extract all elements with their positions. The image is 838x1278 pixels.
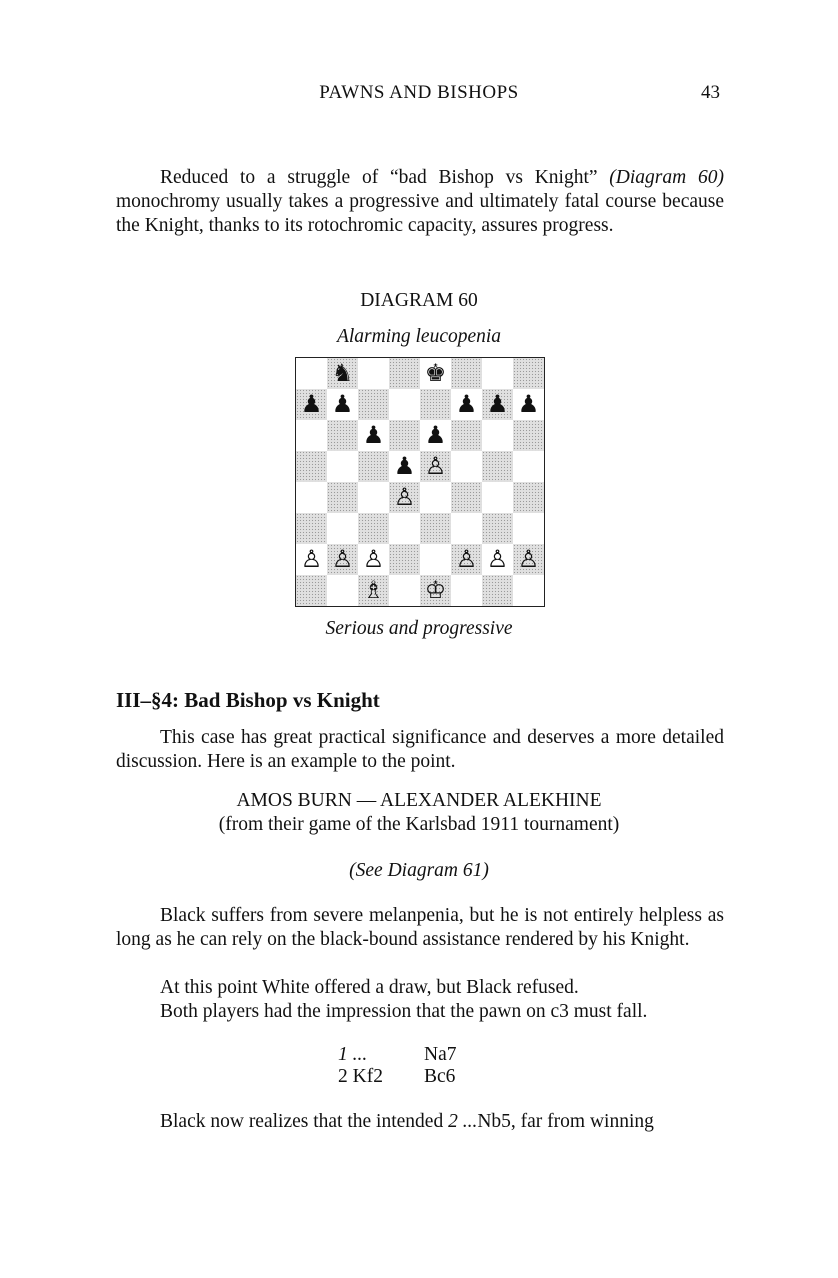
section-paragraph-1-text: This case has great practical significance and deserves a more detailed discussion. Here is an example to the point. [116, 727, 724, 772]
square-h1 [513, 575, 544, 606]
square-a3 [296, 513, 327, 544]
running-head-title: PAWNS AND BISHOPS [319, 82, 519, 103]
square-e4 [420, 482, 451, 513]
section-paragraph-5 [116, 1110, 724, 1134]
section-paragraph-3-text: At this point White offered a draw, but Black refused. [160, 977, 579, 998]
intro-text-after: monochromy usually takes a progressive and ultimately fatal course because the Knight, thanks to its rotochromic capacity, assures progress. [116, 191, 724, 236]
square-b4 [327, 482, 358, 513]
square-f8 [451, 358, 482, 389]
black-pawn-icon: ♟ [300, 390, 323, 418]
square-h3 [513, 513, 544, 544]
square-f1 [451, 575, 482, 606]
black-pawn-icon: ♟ [362, 421, 385, 449]
intro-text-before: Reduced to a struggle of “bad Bishop vs Knight” [160, 167, 610, 188]
square-d2 [389, 544, 420, 575]
game-players: AMOS BURN — ALEXANDER ALEKHINE [236, 790, 602, 811]
square-d5 [389, 451, 420, 482]
square-d8 [389, 358, 420, 389]
square-b2 [327, 544, 358, 575]
section-paragraph-3 [116, 976, 724, 1000]
square-f5 [451, 451, 482, 482]
intro-diagram-ref: (Diagram 60) [609, 167, 724, 188]
square-d6 [389, 420, 420, 451]
square-g2 [482, 544, 513, 575]
square-e5 [420, 451, 451, 482]
move-number-1: 1 ... [338, 1044, 368, 1065]
white-king-icon: ♔ [424, 576, 447, 604]
square-g4 [482, 482, 513, 513]
square-e8 [420, 358, 451, 389]
square-d7 [389, 389, 420, 420]
section-paragraph-2-text: Black suffers from severe melanpenia, but he is not entirely helpless as long as he can rely on the black-bound assistance rendered by his Knight. [116, 905, 724, 950]
square-e2 [420, 544, 451, 575]
square-b1 [327, 575, 358, 606]
square-b6 [327, 420, 358, 451]
section-paragraph-1 [116, 726, 724, 774]
square-f6 [451, 420, 482, 451]
diagram-caption: Serious and progressive [325, 618, 513, 639]
move-text-2: Bc6 [424, 1066, 456, 1087]
square-h4 [513, 482, 544, 513]
square-d1 [389, 575, 420, 606]
square-d4 [389, 482, 420, 513]
white-pawn-icon: ♙ [517, 545, 540, 573]
square-c5 [358, 451, 389, 482]
square-f3 [451, 513, 482, 544]
square-a6 [296, 420, 327, 451]
white-pawn-icon: ♙ [424, 452, 447, 480]
page-number: 43 [701, 82, 720, 103]
move-line-1 [338, 1044, 457, 1066]
chess-board [295, 357, 545, 607]
square-c4 [358, 482, 389, 513]
black-pawn-icon: ♟ [455, 390, 478, 418]
white-pawn-icon: ♙ [455, 545, 478, 573]
para5-before: Black now realizes that the intended [160, 1111, 449, 1132]
square-g7 [482, 389, 513, 420]
black-pawn-icon: ♟ [424, 421, 447, 449]
black-pawn-icon: ♟ [517, 390, 540, 418]
black-pawn-icon: ♟ [331, 390, 354, 418]
square-c1 [358, 575, 389, 606]
square-a8 [296, 358, 327, 389]
white-pawn-icon: ♙ [486, 545, 509, 573]
intro-paragraph [116, 166, 724, 238]
square-e6 [420, 420, 451, 451]
para5-after: Nb5, far from winning [477, 1111, 654, 1132]
square-h5 [513, 451, 544, 482]
square-b3 [327, 513, 358, 544]
square-a2 [296, 544, 327, 575]
white-pawn-icon: ♙ [393, 483, 416, 511]
square-c2 [358, 544, 389, 575]
white-pawn-icon: ♙ [331, 545, 354, 573]
section-paragraph-2 [116, 904, 724, 952]
move-text-1: Na7 [424, 1044, 457, 1065]
section-paragraph-4 [116, 1000, 724, 1024]
square-c8 [358, 358, 389, 389]
black-pawn-icon: ♟ [486, 390, 509, 418]
square-a5 [296, 451, 327, 482]
game-source: (from their game of the Karlsbad 1911 tournament) [218, 814, 620, 835]
para5-italic: 2 ... [448, 1111, 478, 1132]
black-pawn-icon: ♟ [393, 452, 416, 480]
move-number-2: 2 Kf2 [338, 1066, 383, 1087]
square-g8 [482, 358, 513, 389]
diagram-title: DIAGRAM 60 [360, 290, 478, 311]
square-h6 [513, 420, 544, 451]
square-c6 [358, 420, 389, 451]
black-king-icon: ♚ [424, 359, 447, 387]
square-f2 [451, 544, 482, 575]
square-h2 [513, 544, 544, 575]
section-heading: III–§4: Bad Bishop vs Knight [116, 688, 380, 712]
square-g3 [482, 513, 513, 544]
black-knight-icon: ♞ [331, 359, 354, 387]
square-f7 [451, 389, 482, 420]
square-f4 [451, 482, 482, 513]
square-h7 [513, 389, 544, 420]
white-pawn-icon: ♙ [362, 545, 385, 573]
square-g1 [482, 575, 513, 606]
square-a4 [296, 482, 327, 513]
square-c3 [358, 513, 389, 544]
white-pawn-icon: ♙ [300, 545, 323, 573]
square-a1 [296, 575, 327, 606]
running-head [0, 82, 838, 106]
square-c7 [358, 389, 389, 420]
square-e3 [420, 513, 451, 544]
square-b7 [327, 389, 358, 420]
square-b5 [327, 451, 358, 482]
section-paragraph-4-text: Both players had the impression that the pawn on c3 must fall. [160, 1001, 648, 1022]
square-h8 [513, 358, 544, 389]
square-g5 [482, 451, 513, 482]
square-b8 [327, 358, 358, 389]
move-line-2 [338, 1066, 455, 1088]
square-d3 [389, 513, 420, 544]
square-g6 [482, 420, 513, 451]
see-diagram-ref: (See Diagram 61) [349, 860, 489, 881]
diagram-subtitle: Alarming leucopenia [336, 326, 502, 347]
square-e7 [420, 389, 451, 420]
white-bishop-icon: ♗ [362, 576, 385, 604]
square-e1 [420, 575, 451, 606]
square-a7 [296, 389, 327, 420]
